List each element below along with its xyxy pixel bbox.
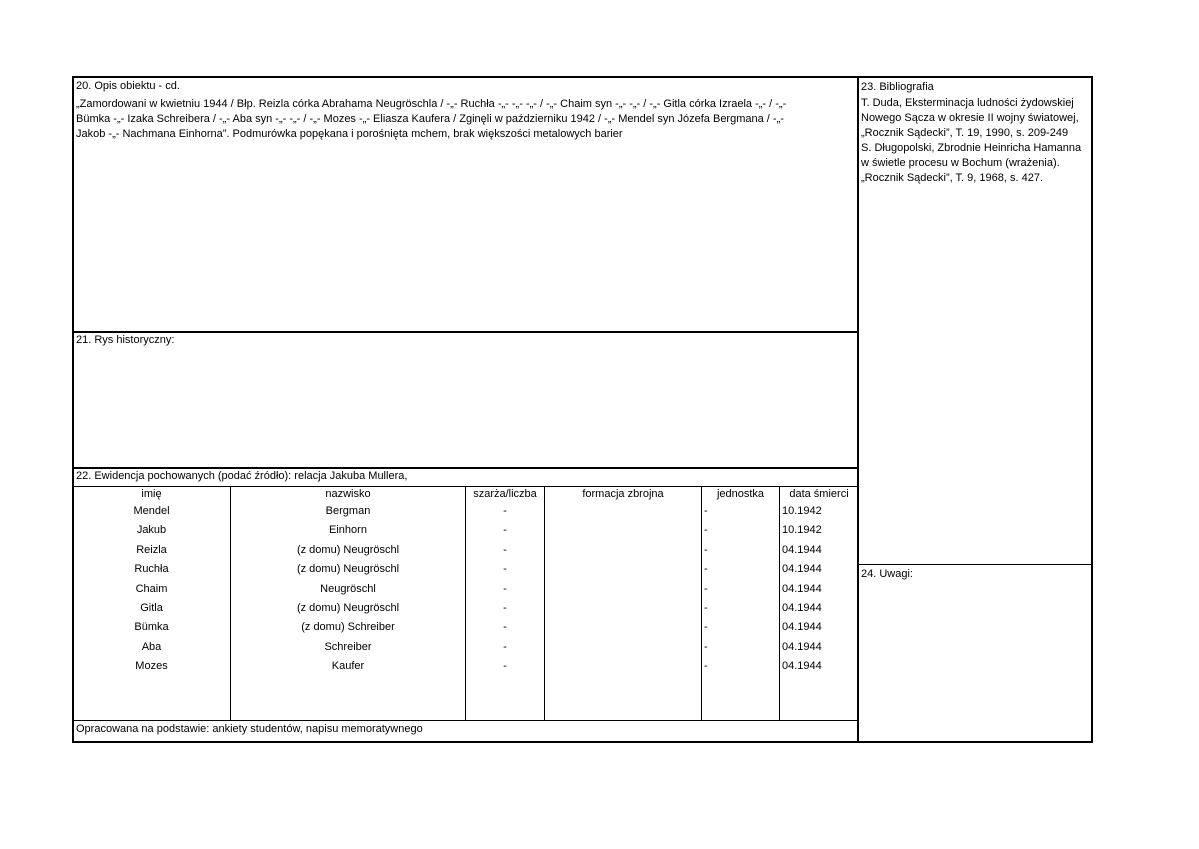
cell-imie: Mendel — [133, 505, 170, 517]
section-20-line: Jakob -„- Nachmana Einhorna”. Podmurówka popękana i porośnięta mchem, brak większości metalowych barier — [76, 128, 623, 140]
cell-imie: Aba — [141, 640, 162, 653]
cell-jednostka: - — [704, 524, 708, 537]
col-header-imie: imię — [141, 488, 162, 500]
cell-imie: Jakub — [136, 524, 167, 537]
cell-szarza: - — [503, 602, 507, 614]
bibliography-line: Nowego Sącza w okresie II wojny światowej, — [861, 112, 1079, 124]
section-20-line: „Zamordowani w kwietniu 1944 / Błp. Reizla córka Abrahama Neugröschla / -„- Ruchła -„- -„- -„- / -„- Chaim syn -„- -„- / -„- Gitla córka Izraela -„- / -„- — [76, 98, 787, 110]
table-col-divider — [779, 487, 780, 720]
cell-data: 04.1944 — [782, 660, 822, 673]
cell-jednostka: - — [704, 660, 708, 673]
table-col-divider — [544, 487, 545, 720]
divider-23-24 — [858, 564, 1092, 565]
cell-nazwisko: Einhorn — [329, 524, 367, 537]
col-imie — [73, 487, 230, 502]
cell-jednostka: - — [704, 602, 708, 614]
cell-szarza: - — [503, 505, 507, 517]
bibliography-line: w świetle procesu w Bochum (wrażenia). — [861, 157, 1060, 169]
section-22-footer: Opracowana na podstawie: ankiety studentów, napisu memoratywnego — [76, 723, 423, 735]
cell-imie: Reizla — [136, 543, 167, 556]
col-header-data: data śmierci — [789, 488, 849, 500]
cell-nazwisko: (z domu) Neugröschl — [296, 563, 400, 576]
col-jednostka — [702, 487, 779, 502]
cell-imie: Chaim — [135, 582, 168, 595]
cell-jednostka: - — [704, 582, 708, 595]
cell-szarza: - — [503, 563, 507, 576]
cell-jednostka: - — [704, 621, 708, 634]
cell-data: 04.1944 — [782, 640, 822, 653]
col-szarza — [466, 487, 544, 502]
cell-nazwisko: Bergman — [325, 505, 371, 517]
section-20-header: 20. Opis obiektu - cd. — [76, 80, 180, 92]
table-col-divider — [701, 487, 702, 720]
cell-data: 04.1944 — [782, 563, 822, 576]
bibliography-line: „Rocznik Sądecki”, T. 19, 1990, s. 209-249 — [861, 127, 1069, 139]
divider-20-21 — [73, 331, 858, 333]
col-nazwisko — [231, 487, 465, 502]
cell-nazwisko: Schreiber — [324, 640, 372, 653]
bibliography-line: T. Duda, Eksterminacja ludności żydowskiej — [861, 97, 1074, 109]
bibliography-line: „Rocznik Sądecki”, T. 9, 1968, s. 427. — [861, 172, 1043, 184]
cell-szarza: - — [503, 621, 507, 634]
cell-jednostka: - — [704, 563, 708, 576]
cell-imie: Mozes — [135, 660, 168, 673]
cell-imie: Bümka — [134, 621, 169, 634]
cell-imie: Gitla — [140, 602, 163, 614]
cell-nazwisko: (z domu) Neugröschl — [296, 602, 400, 614]
cell-data: 10.1942 — [782, 505, 822, 517]
col-header-szarza: szarża/liczba — [473, 488, 537, 500]
cell-nazwisko: (z domu) Schreiber — [301, 621, 395, 634]
section-23-header: 23. Bibliografia — [861, 81, 934, 93]
cell-data: 04.1944 — [782, 602, 822, 614]
col-header-formacja: formacja zbrojna — [582, 488, 664, 500]
cell-szarza: - — [503, 543, 507, 556]
section-24-header: 24. Uwagi: — [861, 568, 913, 580]
bibliography-line: S. Długopolski, Zbrodnie Heinricha Hamanna — [861, 142, 1082, 154]
cell-data: 04.1944 — [782, 582, 822, 595]
cell-szarza: - — [503, 660, 507, 673]
section-20-line: Bümka -„- Izaka Schreibera / -„- Aba syn -„- -„- / -„- Mozes -„- Eliasza Kaufera / Zginęli w październiku 1942 / -„- Mendel syn Józefa Bergmana / -„- — [76, 113, 784, 125]
col-data — [780, 487, 858, 502]
cell-nazwisko: Neugröschl — [320, 582, 376, 595]
cell-nazwisko: (z domu) Neugröschl — [296, 543, 400, 556]
cell-data: 04.1944 — [782, 621, 822, 634]
cell-szarza: - — [503, 640, 507, 653]
col-header-nazwisko: nazwisko — [325, 488, 371, 500]
cell-data: 04.1944 — [782, 543, 822, 556]
section-21-header: 21. Rys historyczny: — [76, 334, 175, 346]
cell-jednostka: - — [704, 640, 708, 653]
cell-szarza: - — [503, 524, 507, 537]
col-header-jednostka: jednostka — [716, 488, 765, 500]
cell-data: 10.1942 — [782, 524, 822, 537]
section-22-header: 22. Ewidencja pochowanych (podać źródło): relacja Jakuba Mullera, — [76, 470, 408, 482]
cell-nazwisko: Kaufer — [331, 660, 365, 673]
col-formacja — [545, 487, 701, 502]
cell-szarza: - — [503, 582, 507, 595]
divider-table-footer — [73, 720, 858, 721]
cell-jednostka: - — [704, 543, 708, 556]
cell-imie: Ruchła — [134, 563, 169, 576]
cell-jednostka: - — [704, 505, 708, 517]
